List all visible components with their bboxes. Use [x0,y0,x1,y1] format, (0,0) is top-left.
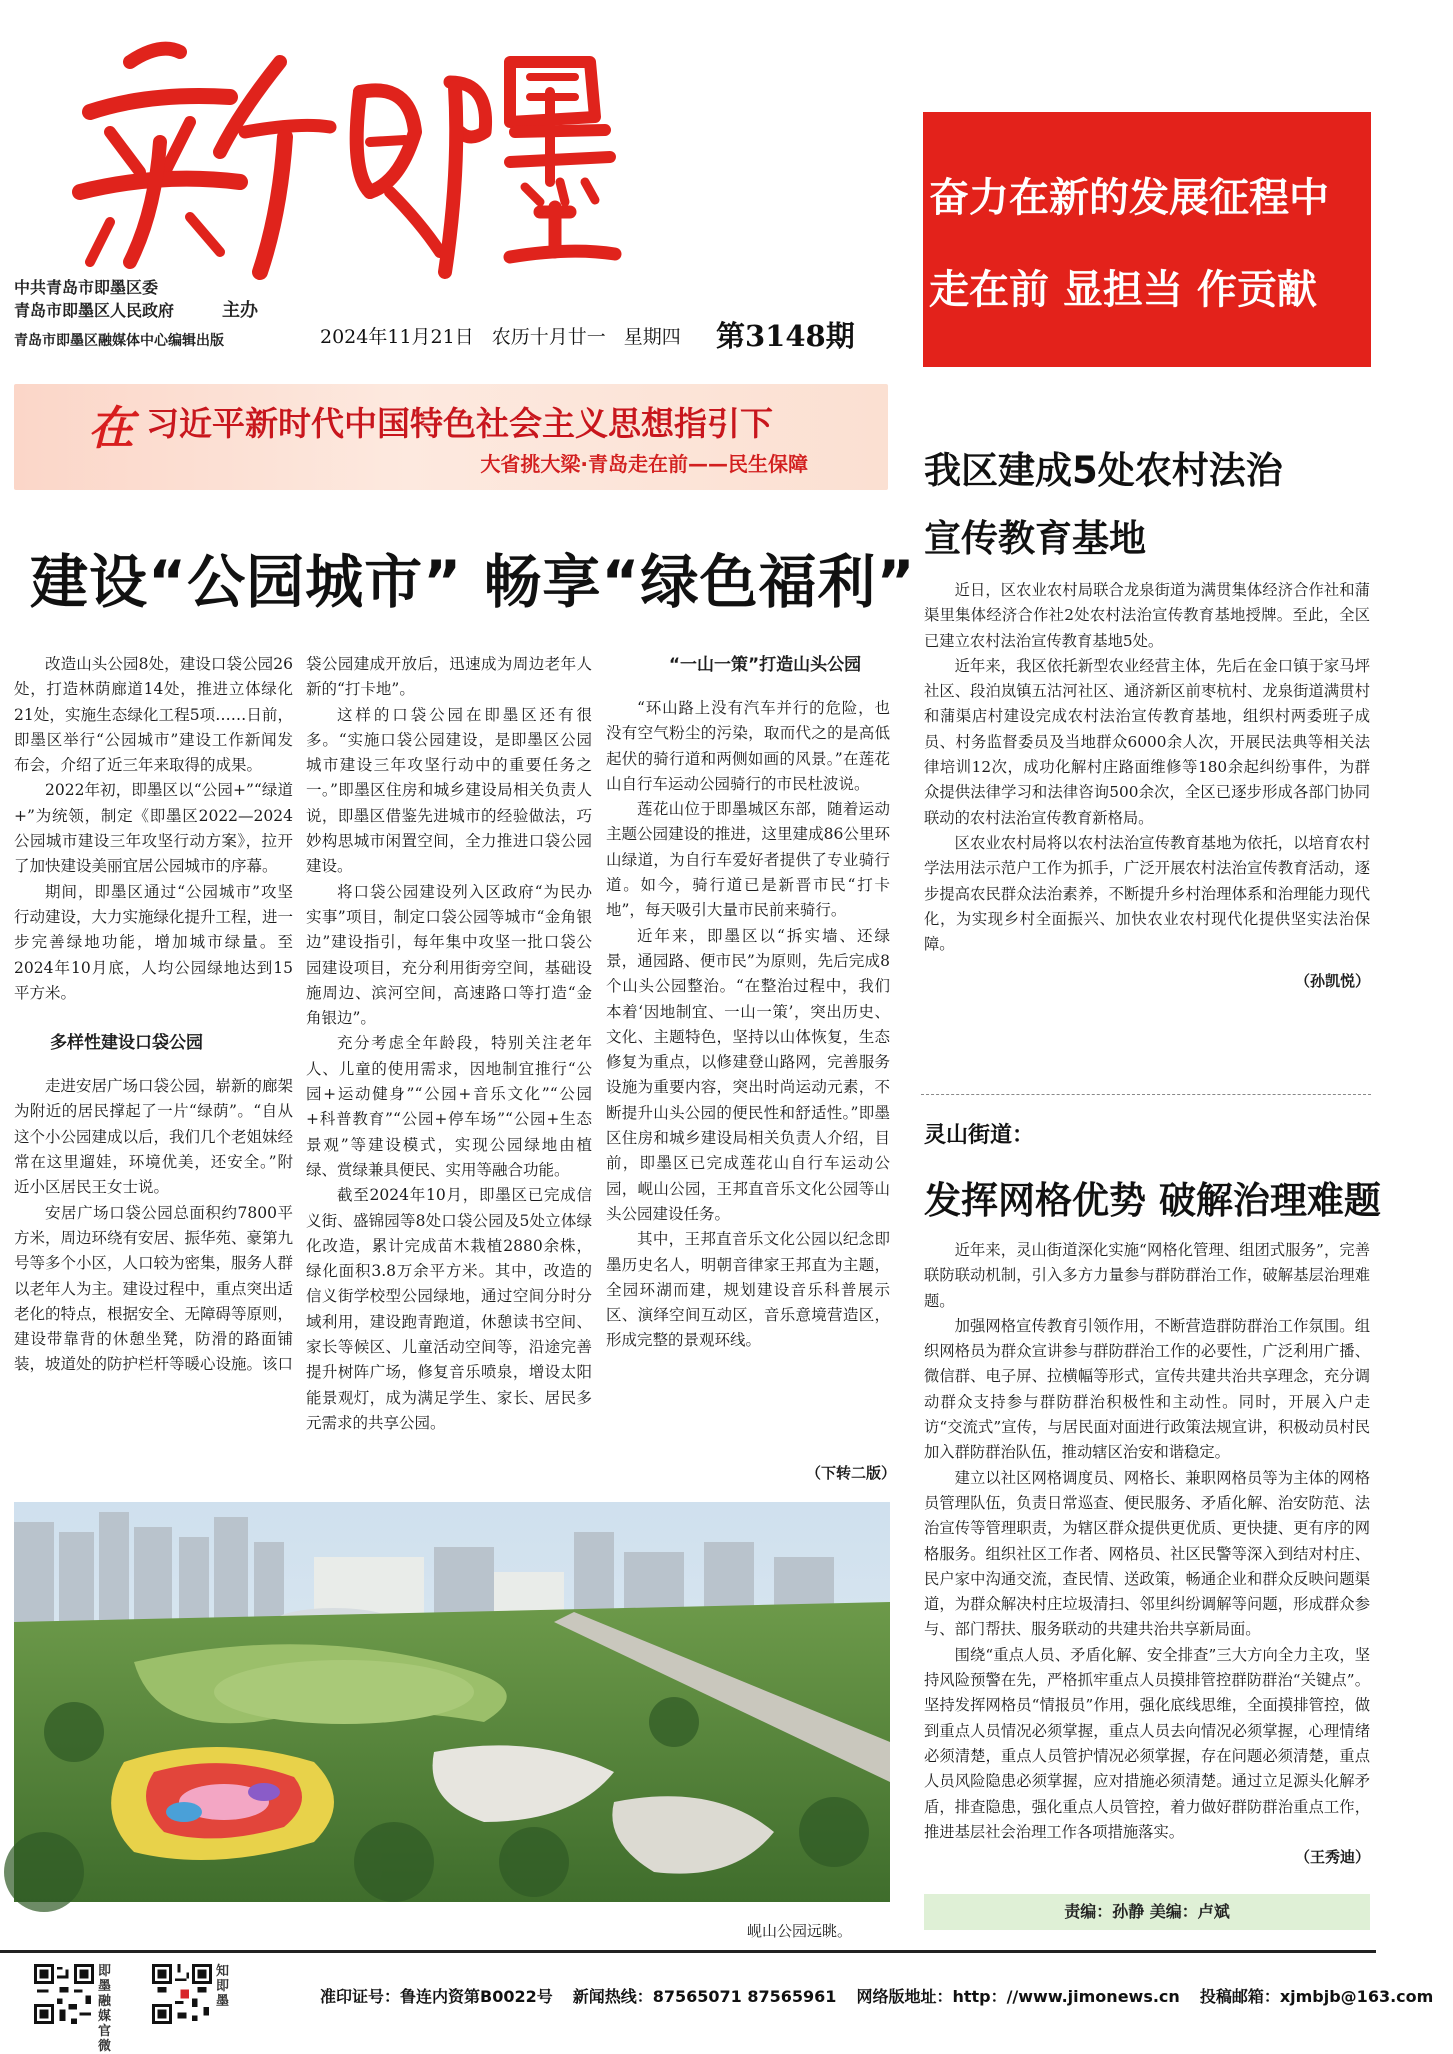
banner-zai: 在 [88,401,134,455]
issue-number: 第3148期 [716,319,855,353]
footer-info [320,1984,1453,2007]
logo-text: 新即墨 [70,22,73,23]
paragraph: 区农业农村局将以农村法治宣传教育基地为依托，以培育农村学法用法示范户工作为抓手，广泛开展农村法治宣传教育活动，逐步提高农民群众法治素养，不断提升乡村治理体系和治理能力现代化，为实现乡村全面振兴、加快农业农村现代化提供坚实法治保障。 [924,833,1370,954]
paragraph: 充分考虑全年龄段，特别关注老年人、儿童的使用需求，因地制宜推行“公园+运动健身”“公园+音乐文化”“公园+科普教育”“公园+停车场”“公园+生态景观”等建设模式，实现公园绿地由植绿、赏绿兼具便民、实用等融合功能。 [306,1034,592,1179]
paragraph: 围绕“重点人员、矛盾化解、安全排查”三大方向全力主攻，坚持风险预警在先，严格抓牢重点人员摸排管控群防群治“关键点”。坚持发挥网格员“情报员”作用，强化底线思维，全面摸排管控，做到重点人员情况必须掌握，重点人员去向情况必须掌握，心理情绪必须清楚，重点人员管护情况必须掌握，存在问题必须清楚，重点人员风险隐患必须掌握，应对措施必须清楚。通过立足源头化解矛盾，排查隐患，强化重点人员管控，着力做好群防群治重点工作，推进基层社会治理工作各项措施落实。 [924,1645,1370,1841]
submission-email[interactable]: 投稿邮箱：xjmbjb@163.com [1199,1987,1434,2006]
paragraph: 袋公园建成开放后，迅速成为周边老年人新的“打卡地”。 [306,655,592,699]
date: 2024年11月21日 [320,326,474,348]
dateline [320,322,699,349]
host-word: 主办 [222,300,258,321]
website-link[interactable]: 网络版地址：http：//www.jimonews.cn [856,1987,1180,2006]
lunar-date: 农历十月廿一 [491,326,606,348]
story2-author: （孙凯悦） [1294,972,1370,991]
paragraph: 近年来，即墨区以“拆实墙、还绿景，通园路、便市民”为原则，先后完成8个山头公园整治。“在整治过程中，我们本着‘因地制宜、一山一策’，突出历史、文化、主题特色，坚持以山体恢复，生态修复为重点，以修建登山路网，完善服务设施为重要内容，突出时尚运动元素，不断提升山头公园的便民性和舒适性。”即墨区住房和城乡建设局相关负责人介绍，目前，即墨区已完成莲花山自行车运动公园，岘山公园，王邦直音乐文化公园等山头公园建设任务。 [606,926,890,1223]
lead-column-2 [306,652,592,1436]
calligraphy-logo [70,22,630,287]
qr-code-2[interactable] [152,1964,212,2024]
footer-rule [0,1950,1376,1953]
paragraph: 将口袋公园建设列入区政府“为民办实事”项目，制定口袋公园等城市“金角银边”建设指引，每年集中攻坚一批口袋公园建设项目，充分利用街旁空间，基础设施周边、滨河空间，高速路口等打造“金角银边”。 [306,882,592,1028]
subhead: 多样性建设口袋公园 [50,1033,203,1054]
paragraph: 走进安居广场口袋公园，崭新的廊架为附近的居民撑起了一片“绿荫”。“自从这个小公园建成以后，我们几个老姐妹经常在这里遛娃，环境优美，还安全。”附近小区居民王女士说。 [14,1077,294,1197]
paragraph: 近年来，灵山街道深化实施“网格化管理、组团式服务”，完善联防联动机制，引入多方力量参与群防群治工作，破解基层治理难题。 [924,1241,1370,1310]
paragraph: 近年来，我区依托新型农业经营主体，先后在金口镇于家马坪社区、段泊岚镇五沽河社区、通济新区前枣杭村、龙泉街道满贯村和蒲渠店村建设完成农村法治宣传教育基地，组织村两委班子成员、村务监督委员及当地群众6000余人次，开展民法典等相关法律培训12次，成功化解村庄路面维修等180余起纠纷事件，为群众提供法律学习和法律咨询500余次，全区已逐步形成各部门协同联动的农村法治宣传教育新格局。 [924,656,1370,827]
paragraph: 莲花山位于即墨城区东部，随着运动主题公园建设的推进，这里建成86公里环山绿道，为自行车爱好者提供了专业骑行道。如今，骑行道已是新晋市民“打卡地”，每天吸引大量市民前来骑行。 [606,800,890,920]
paragraph: 这样的口袋公园在即墨区还有很多。“实施口袋公园建设，是即墨区公园城市建设三年攻坚行动中的重要任务之一。”即墨区住房和城乡建设局相关负责人说，即墨区借鉴先进城市的经验做法，巧妙构思城市闲置空间，全力推进口袋公园建设。 [306,705,592,876]
banner-sub: 大省挑大梁·青岛走在前——民生保障 [480,452,808,476]
qr-code-icon [152,1964,212,2024]
paragraph: 其中，王邦直音乐文化公园以纪念即墨历史名人，明朝音律家王邦直为主题，全园环湖而建，规划建设音乐科普展示区、演绎空间互动区，音乐意境营造区，形成完整的景观环线。 [606,1230,890,1350]
paragraph: 加强网格宣传教育引领作用，不断营造群防群治工作氛围。组织网格员为群众宣讲参与群防群治工作的必要性，广泛利用广播、微信群、电子屏、拉横幅等形式，宣传共建共治共享理念，充分调动群众支持参与群防群治积极性和主动性。同时，开展入户走访“交流式”宣传，与居民面对面进行政策法规宣讲，积极动员村民加入群防群治队伍，推动辖区治安和谐稳定。 [924,1316,1370,1462]
lead-column-3 [606,652,890,1354]
paragraph: “环山路上没有汽车并行的危险，也没有空气粉尘的污染，取而代之的是高低起伏的骑行道和两侧如画的风景。”在莲花山自行车运动公园骑行的市民杜波说。 [606,699,890,793]
story2-title-line-2: 宣传教育基地 [924,517,1146,560]
qr-label-2: 知即墨 [216,1964,230,2009]
paragraph: 建立以社区网格调度员、网格长、兼职网格员等为主体的网格员管理队伍，负责日常巡查、便民服务、矛盾化解、治安防范、法治宣传等管理职责，为辖区群众提供更优质、更快捷、更有序的网格服务。组织社区工作者、网格员、社区民警等深入到结对村庄、民户家中沟通交流，查民情、送政策，畅通企业和群众反映问题渠道，为群众解决村庄垃圾清扫、邻里纠纷调解等问题，形成群众参与、部门帮扶、服务联动的共建共治共享新局面。 [924,1468,1370,1639]
editor-line: 青岛市即墨区融媒体中心编辑出版 [14,333,224,349]
weekday: 星期四 [623,326,681,348]
print-permit: 准印证号：鲁连内资第B0022号 [320,1987,553,2006]
paragraph: 截至2024年10月，即墨区已完成信义街、盛锦园等8处口袋公园及5处立体绿化改造，累计完成苗木栽植2880余株，绿化面积3.8万余平方米。其中，改造的信义街学校型公园绿地，通过空间分时分域利用，建设跑青跑道，休憩读书空间、家长等候区、儿童活动空间等，沿途完善提升树阵广场，修复音乐喷泉，增设太阳能景观灯，成为满足学生、家长、居民多元需求的共享公园。 [306,1186,592,1432]
paragraph: 改造山头公园8处，建设口袋公园26处，打造林荫廊道14处，推进立体绿化21处，实施生态绿化工程5项……日前，即墨区举行“公园城市”建设工作新闻发布会，介绍了近三年来取得的成果。 [14,655,293,775]
publisher-list [14,276,254,322]
news-hotline: 新闻热线：87565071 87565961 [572,1987,837,2006]
park-photo [14,1502,890,1902]
story2-title-line-1: 我区建成5处农村法治 [924,449,1283,492]
slogan-line-1: 奋力在新的发展征程中 [929,175,1329,221]
editors-credit: 责编：孙静 美编：卢斌 [924,1894,1370,1930]
lead-column-1 [14,652,293,1378]
slogan-line-2: 走在前 显担当 作贡献 [929,267,1317,313]
qr-label-1: 即墨融媒官微 [98,1964,112,2054]
paragraph: 近日，区农业农村局联合龙泉街道为满贯集体经济合作社和蒲渠里集体经济合作社2处农村法治宣传教育基地授牌。至此，全区已建立农村法治宣传教育基地5处。 [924,581,1370,650]
subhead: “一山一策”打造山头公园 [668,655,862,675]
qr-code-icon [34,1964,94,2024]
paragraph: 2022年初，即墨区以“公园+”“绿道+”为统领，制定《即墨区2022—2024公园城市建设三年攻坚行动方案》，拉开了加快建设美丽宜居公园城市的序幕。 [14,781,293,876]
publisher-1: 中共青岛市即墨区委 [14,278,159,297]
story2-body [924,578,1370,995]
masthead-logo [70,22,630,287]
theme-banner [14,384,888,490]
park-aerial-image [14,1502,890,1902]
paragraph: 安居广场口袋公园总面积约7800平方米，周边环绕有安居、振华苑、豪第九号等多个小区，人口较为密集，服务人群以老年人为主。建设过程中，重点突出适老化的特点，根据安全、无障碍等原则，建设带靠背的休憩坐凳，防滑的路面铺装，坡道处的防护栏杆等暖心设施。该口 [14,1203,294,1374]
story3-body [924,1238,1370,1870]
section-divider [921,1094,1371,1095]
lead-headline: 建设“公园城市” 畅享“绿色福利” [30,548,916,616]
paragraph: 期间，即墨区通过“公园城市”攻坚行动建设，大力实施绿化提升工程，进一步完善绿地功能，增加城市绿量。至2024年10月底，人均公园绿地达到15平方米。 [14,882,294,1002]
story3-title: 发挥网格优势 破解治理难题 [924,1179,1381,1222]
continued-note: （下转二版） [806,1464,897,1482]
publisher-2: 青岛市即墨区人民政府 [14,301,175,320]
story3-kicker: 灵山街道： [924,1123,1035,1148]
banner-main: 习近平新时代中国特色社会主义思想指引下 [146,404,773,443]
slogan-box [923,112,1371,367]
story3-author: （王秀迪） [1294,1848,1370,1867]
qr-code-1[interactable] [34,1964,94,2024]
photo-caption: 岘山公园远眺。 [747,1922,853,1940]
